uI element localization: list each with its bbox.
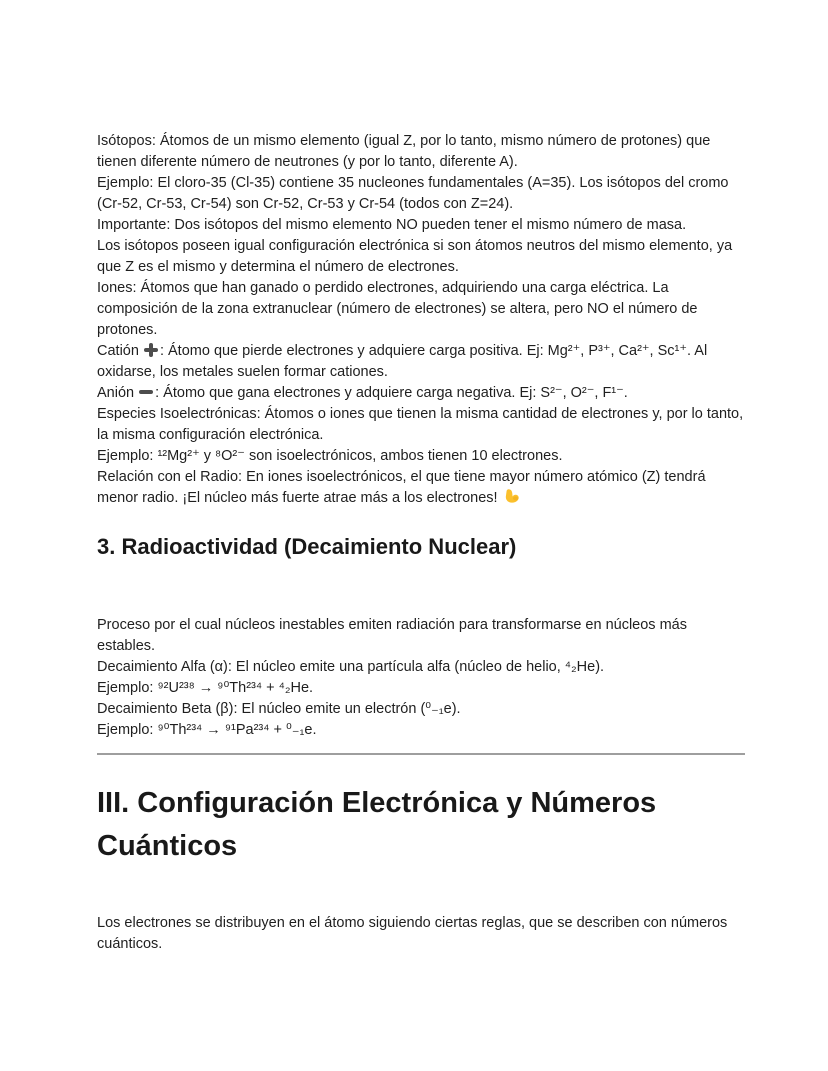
paragraph-iones: Iones: Átomos que han ganado o perdido electrones, adquiriendo una carga eléctrica. La composición de la zona extranuclear (número de electrones) se altera, pero NO el número de protones. [97,280,698,338]
cation-label: Catión [97,343,143,359]
document-content [97,131,745,955]
paragraph-isotopos: Isótopos: Átomos de un mismo elemento (igual Z, por lo tanto, mismo número de protones) que tienen diferente número de neutrones (y por lo tanto, diferente A). [97,133,711,170]
paragraph-decaimiento-alfa: Decaimiento Alfa (α): El núcleo emite una partícula alfa (núcleo de helio, ⁴₂He). [97,659,605,675]
heading-radioactividad: 3. Radioactividad (Decaimiento Nuclear) [97,534,517,559]
paragraph-electrones-intro: Los electrones se distribuyen en el átomo siguiendo ciertas reglas, que se describen con números cuánticos. [97,915,728,952]
flexed-biceps-icon [504,488,521,505]
minus-icon [139,390,153,395]
paragraph-ejemplo-beta: Ejemplo: ⁹⁰Th²³⁴ → ⁹¹Pa²³⁴ + ⁰₋₁e. [97,722,317,738]
paragraph-cation [97,341,745,383]
paragraph-configuracion-electronica: Los isótopos poseen igual configuración electrónica si son átomos neutros del mismo elemento, ya que Z es el mismo y determina el número de electrones. [97,238,733,275]
paragraph-importante: Importante: Dos isótopos del mismo elemento NO pueden tener el mismo número de masa. [97,217,687,233]
paragraph-relacion-radio [97,467,745,509]
plus-icon [144,343,158,357]
cation-definition: : Átomo que pierde electrones y adquiere carga positiva. Ej: Mg²⁺, P³⁺, Ca²⁺, Sc¹⁺. Al oxidarse, los metales suelen formar cationes. [97,343,708,380]
section-divider [97,753,745,755]
section-radioactividad [97,615,745,741]
paragraph-ejemplo-alfa: Ejemplo: ⁹²U²³⁸ → ⁹⁰Th²³⁴ + ⁴₂He. [97,680,314,696]
paragraph-ejemplo-isoelectronicos: Ejemplo: ¹²Mg²⁺ y ⁸O²⁻ son isoelectrónicos, ambos tienen 10 electrones. [97,448,563,464]
paragraph-proceso: Proceso por el cual núcleos inestables emiten radiación para transformarse en núcleos más estables. [97,617,687,654]
paragraph-especies-isoelectronicas: Especies Isoelectrónicas: Átomos o iones que tienen la misma cantidad de electrones y, por lo tanto, la misma configuración electrónica. [97,406,744,443]
paragraph-decaimiento-beta: Decaimiento Beta (β): El núcleo emite un electrón (⁰₋₁e). [97,701,461,717]
paragraph-ejemplo-cloro: Ejemplo: El cloro-35 (Cl-35) contiene 35 nucleones fundamentales (A=35). Los isótopos del cromo (Cr-52, Cr-53, Cr-54) son Cr-52, Cr-53 y Cr-54 (todos con Z=24). [97,175,729,212]
relacion-radio-text: Relación con el Radio: En iones isoelectrónicos, el que tiene mayor número atómico (Z) tendrá menor radio. ¡El núcleo más fuerte atrae más a los electrones! [97,469,706,506]
anion-definition: : Átomo que gana electrones y adquiere carga negativa. Ej: S²⁻, O²⁻, F¹⁻. [155,385,628,401]
heading-configuracion: III. Configuración Electrónica y Números Cuánticos [97,787,657,862]
section-configuracion [97,913,745,955]
paragraph-anion [97,383,745,404]
section-isotopes-ions [97,131,745,509]
anion-label: Anión [97,385,139,401]
